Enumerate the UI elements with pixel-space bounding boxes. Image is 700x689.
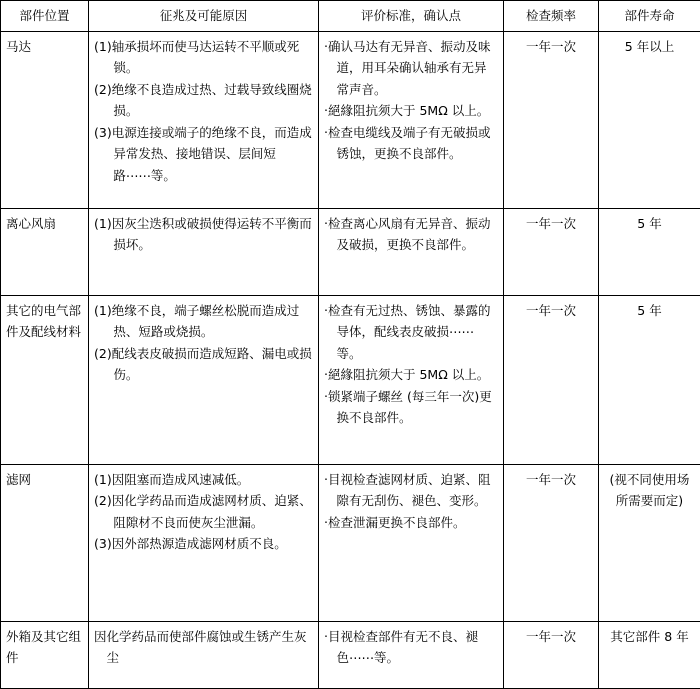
cell-life: 5 年 (599, 295, 700, 464)
header-position: 部件位置 (1, 1, 89, 32)
symptom-list (94, 300, 313, 386)
cell-symptoms (89, 31, 319, 208)
table-header (1, 1, 700, 32)
cell-frequency: 一年一次 (504, 31, 599, 208)
list-item: ‧絕緣阻抗须大于 5MΩ 以上。 (324, 364, 498, 386)
cell-position: 马达 (1, 31, 89, 208)
cell-symptoms (89, 208, 319, 295)
list-item: (1)轴承损坏而使马达运转不平顺或死锁。 (94, 36, 313, 79)
table-row (1, 31, 700, 208)
symptom-list (94, 36, 313, 187)
list-item: (3)因外部热源造成滤网材质不良。 (94, 533, 313, 555)
symptom-list (94, 626, 313, 669)
list-item: ‧确认马达有无异音、振动及味道，用耳朵确认轴承有无异常声音。 (324, 36, 498, 101)
cell-position: 离心风扇 (1, 208, 89, 295)
cell-frequency: 一年一次 (504, 464, 599, 621)
list-item: (3)电源连接或端子的绝缘不良，而造成异常发热、接地错误、层间短路⋯⋯等。 (94, 122, 313, 187)
table-row (1, 464, 700, 621)
cell-position: 滤网 (1, 464, 89, 621)
list-item: (1)绝缘不良，端子螺丝松脱而造成过热、短路或烧损。 (94, 300, 313, 343)
cell-position: 其它的电气部件及配线材料 (1, 295, 89, 464)
header-life: 部件寿命 (599, 1, 700, 32)
cell-life: 其它部件 8 年 (599, 621, 700, 688)
table-row (1, 208, 700, 295)
criteria-list (324, 469, 498, 534)
symptom-list (94, 469, 313, 555)
criteria-list (324, 300, 498, 429)
criteria-list (324, 626, 498, 669)
table-body (1, 31, 700, 688)
cell-life: 5 年 (599, 208, 700, 295)
list-item: (1)因阻塞而造成风速减低。 (94, 469, 313, 491)
cell-criteria (319, 464, 504, 621)
list-item: ‧目视检查滤网材质、迫紧、阻隙有无刮伤、褪色、变形。 (324, 469, 498, 512)
cell-life: (视不同使用场所需要而定) (599, 464, 700, 621)
list-item: ‧絕緣阻抗须大于 5MΩ 以上。 (324, 100, 498, 122)
list-item: (2)因化学药品而造成滤网材质、迫紧、阻隙材不良而使灰尘泄漏。 (94, 490, 313, 533)
header-criteria: 评价标准，确认点 (319, 1, 504, 32)
list-item: (2)绝缘不良造成过热、过载导致线圈烧损。 (94, 79, 313, 122)
criteria-list (324, 36, 498, 165)
cell-frequency: 一年一次 (504, 295, 599, 464)
cell-position: 外箱及其它组件 (1, 621, 89, 688)
list-item: (2)配线表皮破损而造成短路、漏电或损伤。 (94, 343, 313, 386)
table-header-row (1, 1, 700, 32)
cell-criteria (319, 295, 504, 464)
list-item: 因化学药品而使部件腐蚀或生锈产生灰尘 (94, 626, 313, 669)
list-item: ‧锁紧端子螺丝 (每三年一次)更换不良部件。 (324, 386, 498, 429)
list-item: ‧检查电缆线及端子有无破损或锈蚀，更换不良部件。 (324, 122, 498, 165)
list-item: ‧检查泄漏更换不良部件。 (324, 512, 498, 534)
cell-frequency: 一年一次 (504, 208, 599, 295)
cell-criteria (319, 208, 504, 295)
cell-criteria (319, 31, 504, 208)
list-item: ‧检查有无过热、锈蚀、暴露的导体，配线表皮破损⋯⋯等。 (324, 300, 498, 365)
list-item: (1)因灰尘迭积或破损使得运转不平衡而损坏。 (94, 213, 313, 256)
cell-frequency: 一年一次 (504, 621, 599, 688)
header-frequency: 检查频率 (504, 1, 599, 32)
list-item: ‧检查离心风扇有无异音、振动及破损，更换不良部件。 (324, 213, 498, 256)
list-item: ‧目视检查部件有无不良、褪色⋯⋯等。 (324, 626, 498, 669)
symptom-list (94, 213, 313, 256)
cell-symptoms (89, 295, 319, 464)
cell-symptoms (89, 464, 319, 621)
table-row (1, 295, 700, 464)
cell-life: 5 年以上 (599, 31, 700, 208)
header-symptoms: 征兆及可能原因 (89, 1, 319, 32)
criteria-list (324, 213, 498, 256)
